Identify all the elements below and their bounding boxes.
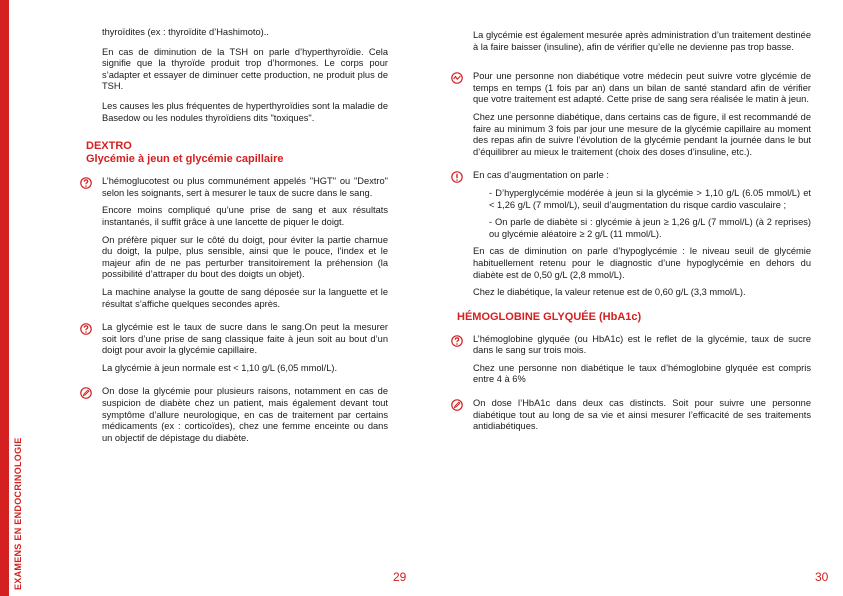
page-number: 30 [815,570,829,584]
question-icon [451,335,463,347]
paragraph: Chez une personne non diabétique le taux d’hémoglobine glyquée est compris entre 4 à 6% [473,362,811,385]
paragraph: Chez le diabétique, la valeur retenue est de 0,60 g/L (3,3 mmol/L). [473,287,746,298]
exclamation-icon [451,171,463,183]
right-page [421,0,843,596]
info-block [102,386,388,444]
left-page [0,0,421,596]
paragraph: On préfère piquer sur le côté du doigt, pour éviter la partie charnue du doigt, la pulpe, plus sensible, ainsi que le pouce, l’index et le majeur afin de ne pas perturber transitoirement la préhension (la possibilité d’attraper du bout des doigts un objet). [102,234,388,280]
sidebar-label: EXAMENS EN ENDOCRINOLOGIE [13,437,23,590]
paragraph: On dose l’HbA1c dans deux cas distincts. Soit pour suivre une personne diabétique tout au long de sa vie et ainsi mesurer l’efficacité de ses traitements antidiabétiques. [473,398,811,432]
heading-line: DEXTRO [86,140,132,153]
section-heading-dextro [86,140,388,166]
paragraph: La glycémie est le taux de sucre dans le sang.On peut la mesurer soit lors d’une prise de sang classique faite à jeun soit au bout d’un doigt pour avoir la glycémie capillaire. [102,322,388,356]
paragraph: L’hémoglobine glyquée (ou HbA1c) est le reflet de la glycémie, taux de sucre dans le sang sur trois mois. [473,333,811,356]
info-block [473,170,811,298]
paragraph: thyroïdites (ex : thyroïdite d’Hashimoto).. [102,27,269,37]
question-icon [80,177,92,189]
page-number: 29 [393,570,407,584]
question-icon [80,323,92,335]
paragraph: La machine analyse la goutte de sang déposée sur la languette et le résultat s’affiche quelques secondes après. [102,286,388,309]
paragraph: Les causes les plus fréquentes de hyperthyroïdies sont la maladie de Basedow ou les nodules thyroïdiens dits "toxiques". [102,100,388,123]
paragraph: En cas de diminution de la TSH on parle d’hyperthyroïdie. Cela signifie que la thyroïde produit trop d’hormones. Le corps pour s’adapter et essayer de diminuer cette production, ne produit plus de TSH. [102,46,388,92]
paragraph: La glycémie est également mesurée après administration d’un traitement destinée à la faire baisser (insuline), afin de vérifier qu’elle ne devienne pas trop basse. [473,30,811,52]
paragraph: Chez une personne diabétique, dans certains cas de figure, il est recommandé de faire au minimum 3 fois par jour une mesure de la glycémie capillaire au moment des repas afin de suivre l’évolution de la glycémie pendant la journée dans le but d’équilibrer au mieux le traitement (choix des doses d’insuline, etc.). [473,111,811,157]
info-block [473,398,811,433]
paragraph: Pour une personne non diabétique votre médecin peut suivre votre glycémie de temps en temps (1 fois par an) dans un bilan de santé standard afin de vérifier que votre traitement est adapté. Cette prise de sang sera réalisée le matin à jeun. [473,71,811,105]
section-heading-hba1c: HÉMOGLOBINE GLYQUÉE (HbA1c) [457,310,642,323]
paragraph: La glycémie à jeun normale est < 1,10 g/L (6,05 mmol/L). [102,362,338,373]
info-block [473,71,811,158]
side-bar [0,0,9,596]
heading-line: Glycémie à jeun et glycémie capillaire [86,153,284,166]
info-block [473,334,811,386]
paragraph: Encore moins compliqué qu’une prise de sang et aux résultats instantanés, il suffit grâce à une lancette de piquer le doigt. [102,205,388,227]
pencil-icon [451,399,463,411]
pencil-icon [80,387,92,399]
list-item: - On parle de diabète si : glycémie à jeun ≥ 1,26 g/L (7 mmol/L) (à 2 reprises) ou glycémie aléatoire ≥ 2 g/L (11 mmol/L). [489,217,811,239]
graph-icon [451,72,463,84]
paragraph: En cas de diminution on parle d’hypoglycémie : le niveau seuil de glycémie habituellement retenu pour le diagnostic d’une hypoglycémie en dehors du diabète est de 0,50 g/L (2,8 mmol/L). [473,246,811,280]
left-column [86,27,388,456]
right-column [457,30,811,445]
list-item: - D’hyperglycémie modérée à jeun si la glycémie > 1,10 g/L (6.05 mmol/L) et < 1,26 g/L (7 mmol/L), seuil d’augmentation du risque cardio vasculaire ; [489,187,811,210]
paragraph: En cas d’augmentation on parle : [473,170,609,181]
paragraph: On dose la glycémie pour plusieurs raisons, notamment en cas de suspicion de diabète chez un patient, mais également devant tout symptôme d’allure neurologique, en cas de traitement par certains médicaments (ex : corticoïdes), chez une femme enceinte ou dans un objectif de dépistage du diabète. [102,386,388,443]
info-block [102,176,388,310]
paragraph: L’hémoglucotest ou plus communément appelés "HGT" ou "Dextro" selon les soignants, sert à mesurer le taux de sucre dans le sang. [102,176,388,198]
info-block [102,322,388,374]
